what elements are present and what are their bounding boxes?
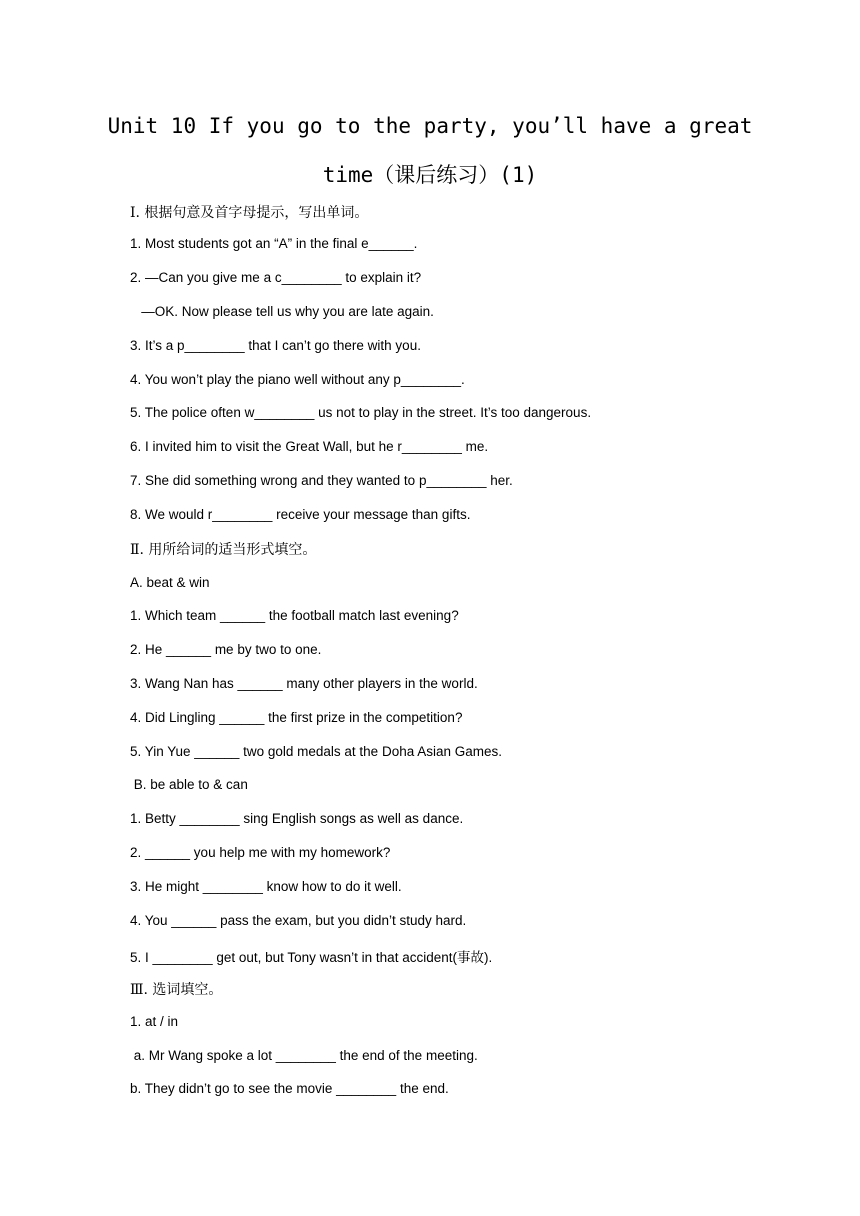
- section-1-item: —OK. Now please tell us why you are late again.: [130, 304, 434, 319]
- section-3-group-1-label: 1. at / in: [130, 1014, 179, 1029]
- section-2-group-a-label: A. beat & win: [130, 575, 210, 590]
- section-1-item: 1. Most students got an “A” in the final e______.: [130, 236, 418, 251]
- section-2-heading: Ⅱ. 用所给词的适当形式填空。: [130, 542, 317, 558]
- section-2-item: 4. Did Lingling ______ the first prize in the competition?: [130, 710, 463, 725]
- section-1-heading: Ⅰ. 根据句意及首字母提示，写出单词。: [130, 205, 369, 221]
- section-1-item: 4. You won’t play the piano well without any p________.: [130, 372, 465, 387]
- section-2-item: 4. You ______ pass the exam, but you didn’t study hard.: [130, 913, 467, 928]
- section-1-item: 7. She did something wrong and they wanted to p________ her.: [130, 473, 513, 488]
- section-3-heading: Ⅲ. 选词填空。: [130, 982, 223, 998]
- section-2-item: 1. Betty ________ sing English songs as well as dance.: [130, 811, 464, 826]
- section-2-item: 5. Yin Yue ______ two gold medals at the Doha Asian Games.: [130, 744, 503, 759]
- section-1-item: 2. —Can you give me a c________ to explain it?: [130, 270, 422, 285]
- section-3-item: b. They didn’t go to see the movie ________ the end.: [130, 1081, 449, 1096]
- section-3-item: a. Mr Wang spoke a lot ________ the end of the meeting.: [130, 1048, 478, 1063]
- section-2-item: 2. He ______ me by two to one.: [130, 642, 322, 657]
- section-2-group-b-label: B. be able to & can: [130, 777, 248, 792]
- title-line-1: Unit 10 If you go to the party, you’ll have a great: [107, 114, 753, 138]
- section-1-item: 5. The police often w________ us not to play in the street. It’s too dangerous.: [130, 405, 592, 420]
- section-2-item: 2. ______ you help me with my homework?: [130, 845, 391, 860]
- section-2-item: 3. Wang Nan has ______ many other players in the world.: [130, 676, 478, 691]
- section-2-item: 5. I ________ get out, but Tony wasn’t in that accident(事故).: [130, 950, 493, 965]
- section-1-item: 3. It’s a p________ that I can’t go there with you.: [130, 338, 421, 353]
- section-1-item: 6. I invited him to visit the Great Wall, but he r________ me.: [130, 439, 489, 454]
- section-2-item: 3. He might ________ know how to do it well.: [130, 879, 402, 894]
- section-1-item: 8. We would r________ receive your message than gifts.: [130, 507, 471, 522]
- section-2-item: 1. Which team ______ the football match last evening?: [130, 608, 459, 623]
- title-line-2: time（课后练习）(1): [322, 163, 538, 187]
